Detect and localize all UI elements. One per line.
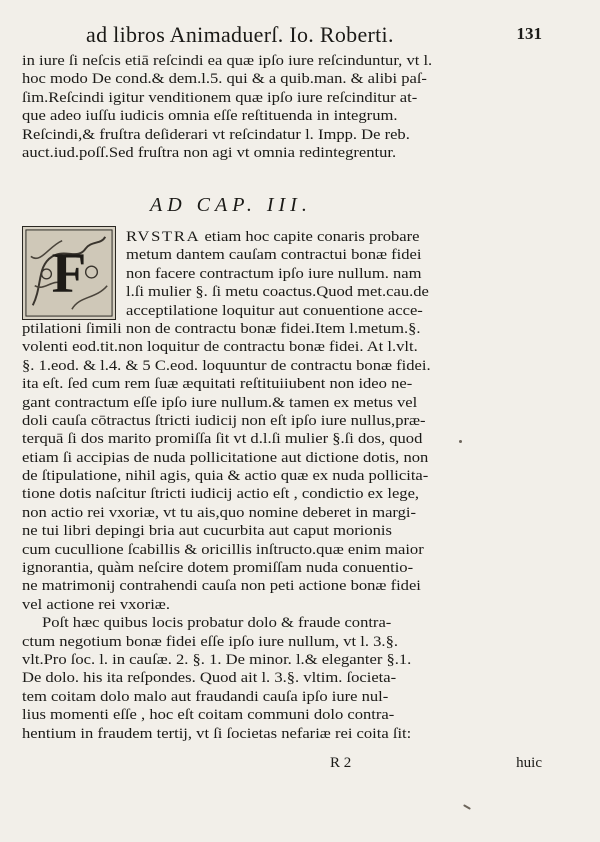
- initial-letter: F: [51, 241, 87, 305]
- text-line: volenti eod.tit.non loquitur de contractu bonæ fidei. At l.vlt.: [22, 339, 418, 356]
- text-line: lius momenti eſſe , hoc eſt coitam communi dolo contra-: [22, 707, 395, 724]
- text-line: ne tui libri depingi bria aut cucurbita aut caput morionis: [22, 523, 392, 540]
- text-line: tem coitam dolo malo aut fraudandi cauſa ipſo iure nul-: [22, 688, 389, 705]
- text-line: auct.iud.poſſ.Sed fruſtra non agi vt omnia redintegrentur.: [22, 144, 397, 161]
- chapter-body: [22, 228, 542, 743]
- first-line-rest: etiam hoc capite conaris probare: [200, 229, 420, 245]
- text-line: non facere contractum ipſo iure nullum. nam: [125, 265, 422, 282]
- catchword: huic: [516, 755, 542, 771]
- text-line: gant contractum eſſe ipſo iure nullum.& tamen ex metus vel: [22, 394, 418, 411]
- page-number: 131: [516, 24, 542, 43]
- text-line: metum dantem cauſam contractui bonæ fidei: [125, 247, 422, 264]
- text-line: tione dotis naſcitur ſtricti iudicij actio eſt , condictio ex lege,: [22, 486, 420, 503]
- text-line: ſim.Reſcindi igitur venditionem quæ ipſo iure reſcinditur at-: [22, 89, 418, 106]
- page-footer: [22, 755, 542, 777]
- chapter-heading: AD CAP. III.: [150, 194, 312, 216]
- text-line: Poſt hæc quibus locis probatur dolo & fraude contra-: [41, 615, 392, 632]
- text-line: hoc modo De cond.& dem.l.5. qui & a quib.man. & alibi paſ-: [22, 71, 427, 88]
- text-line-first: [22, 228, 600, 246]
- text-line: de ſtipulatione, nihil agis, quia & actio quæ ex nuda pollicita-: [22, 468, 429, 485]
- text-line: Reſcindi,& fruſtra deſiderari vt reſcindatur l. Impp. De reb.: [22, 126, 410, 143]
- text-line: l.ſi mulier §. ſi metu coactus.Quod met.cau.de: [125, 284, 429, 301]
- text-line: vlt.Pro ſoc. l. in cauſæ. 2. §. 1. De minor. l.& eleganter §.1.: [22, 651, 412, 668]
- text-line: ptilationi ſimili non de contractu bonæ fidei.Item l.metum.§.: [22, 320, 421, 337]
- opening-small-caps: RVSTRA: [125, 229, 201, 245]
- text-line: in iure ſi neſcis etiā reſcindi ea quæ ipſo iure reſcinduntur, vt l.: [22, 53, 433, 69]
- opening-paragraph: [22, 52, 542, 162]
- text-line: doli cauſa cōtractus ſtricti iudicij non eſt ipſo iure nullus,præ-: [22, 412, 426, 429]
- text-line: acceptilatione loquitur aut conuentione acce-: [125, 302, 423, 319]
- text-line: De dolo. his ita reſpondes. Quod ait l. 3.§. vltim. ſocieta-: [22, 670, 397, 687]
- text-line: ne matrimonij contrahendi cauſa non peti actione bonæ fidei: [22, 578, 421, 595]
- text-line: que adeo iuſſu iudicis omnia eſſe reſtituenda in integrum.: [22, 108, 398, 125]
- text-line: vel actione rei vxoriæ.: [22, 596, 170, 613]
- text-line: ctum negotium bonæ fidei eſſe ipſo iure nullum, vt l. 3.§.: [22, 633, 398, 650]
- text-line: cum cucullione ſcabillis & oricillis inſtructo.quæ enim maior: [22, 541, 424, 558]
- page-header: [86, 20, 542, 50]
- text-line: etiam ſi accipias de nuda pollicitatione aut dictione dotis, non: [22, 449, 429, 466]
- text-line: ita eſt. ſed cum rem ſuæ æquitati reſtituiiubent non ideo ne-: [22, 376, 413, 393]
- text-line: §. 1.eod. & l.4. & 5 C.eod. loquuntur de contractu bonæ fidei.: [22, 357, 431, 374]
- text-line: hentium in fraudem tertij, vt ſi ſocietas nefariæ rei coita ſit:: [22, 725, 412, 742]
- running-title: ad libros Animaduerſ. Io. Roberti.: [86, 22, 394, 47]
- ink-speck: [459, 440, 462, 443]
- text-line: non actio rei vxoriæ, vt tu ais,quo nomine deberet in margi-: [22, 504, 417, 521]
- text-line: ignorantia, quàm neſcire dotem promiſſam nuda conuentio-: [22, 560, 414, 577]
- text-line: terquā ſi dos marito promiſſa ſit vt d.l.ſi mulier §.ſi dos, quod: [22, 431, 423, 448]
- signature-mark: R 2: [330, 755, 352, 771]
- ink-speck: [463, 804, 471, 810]
